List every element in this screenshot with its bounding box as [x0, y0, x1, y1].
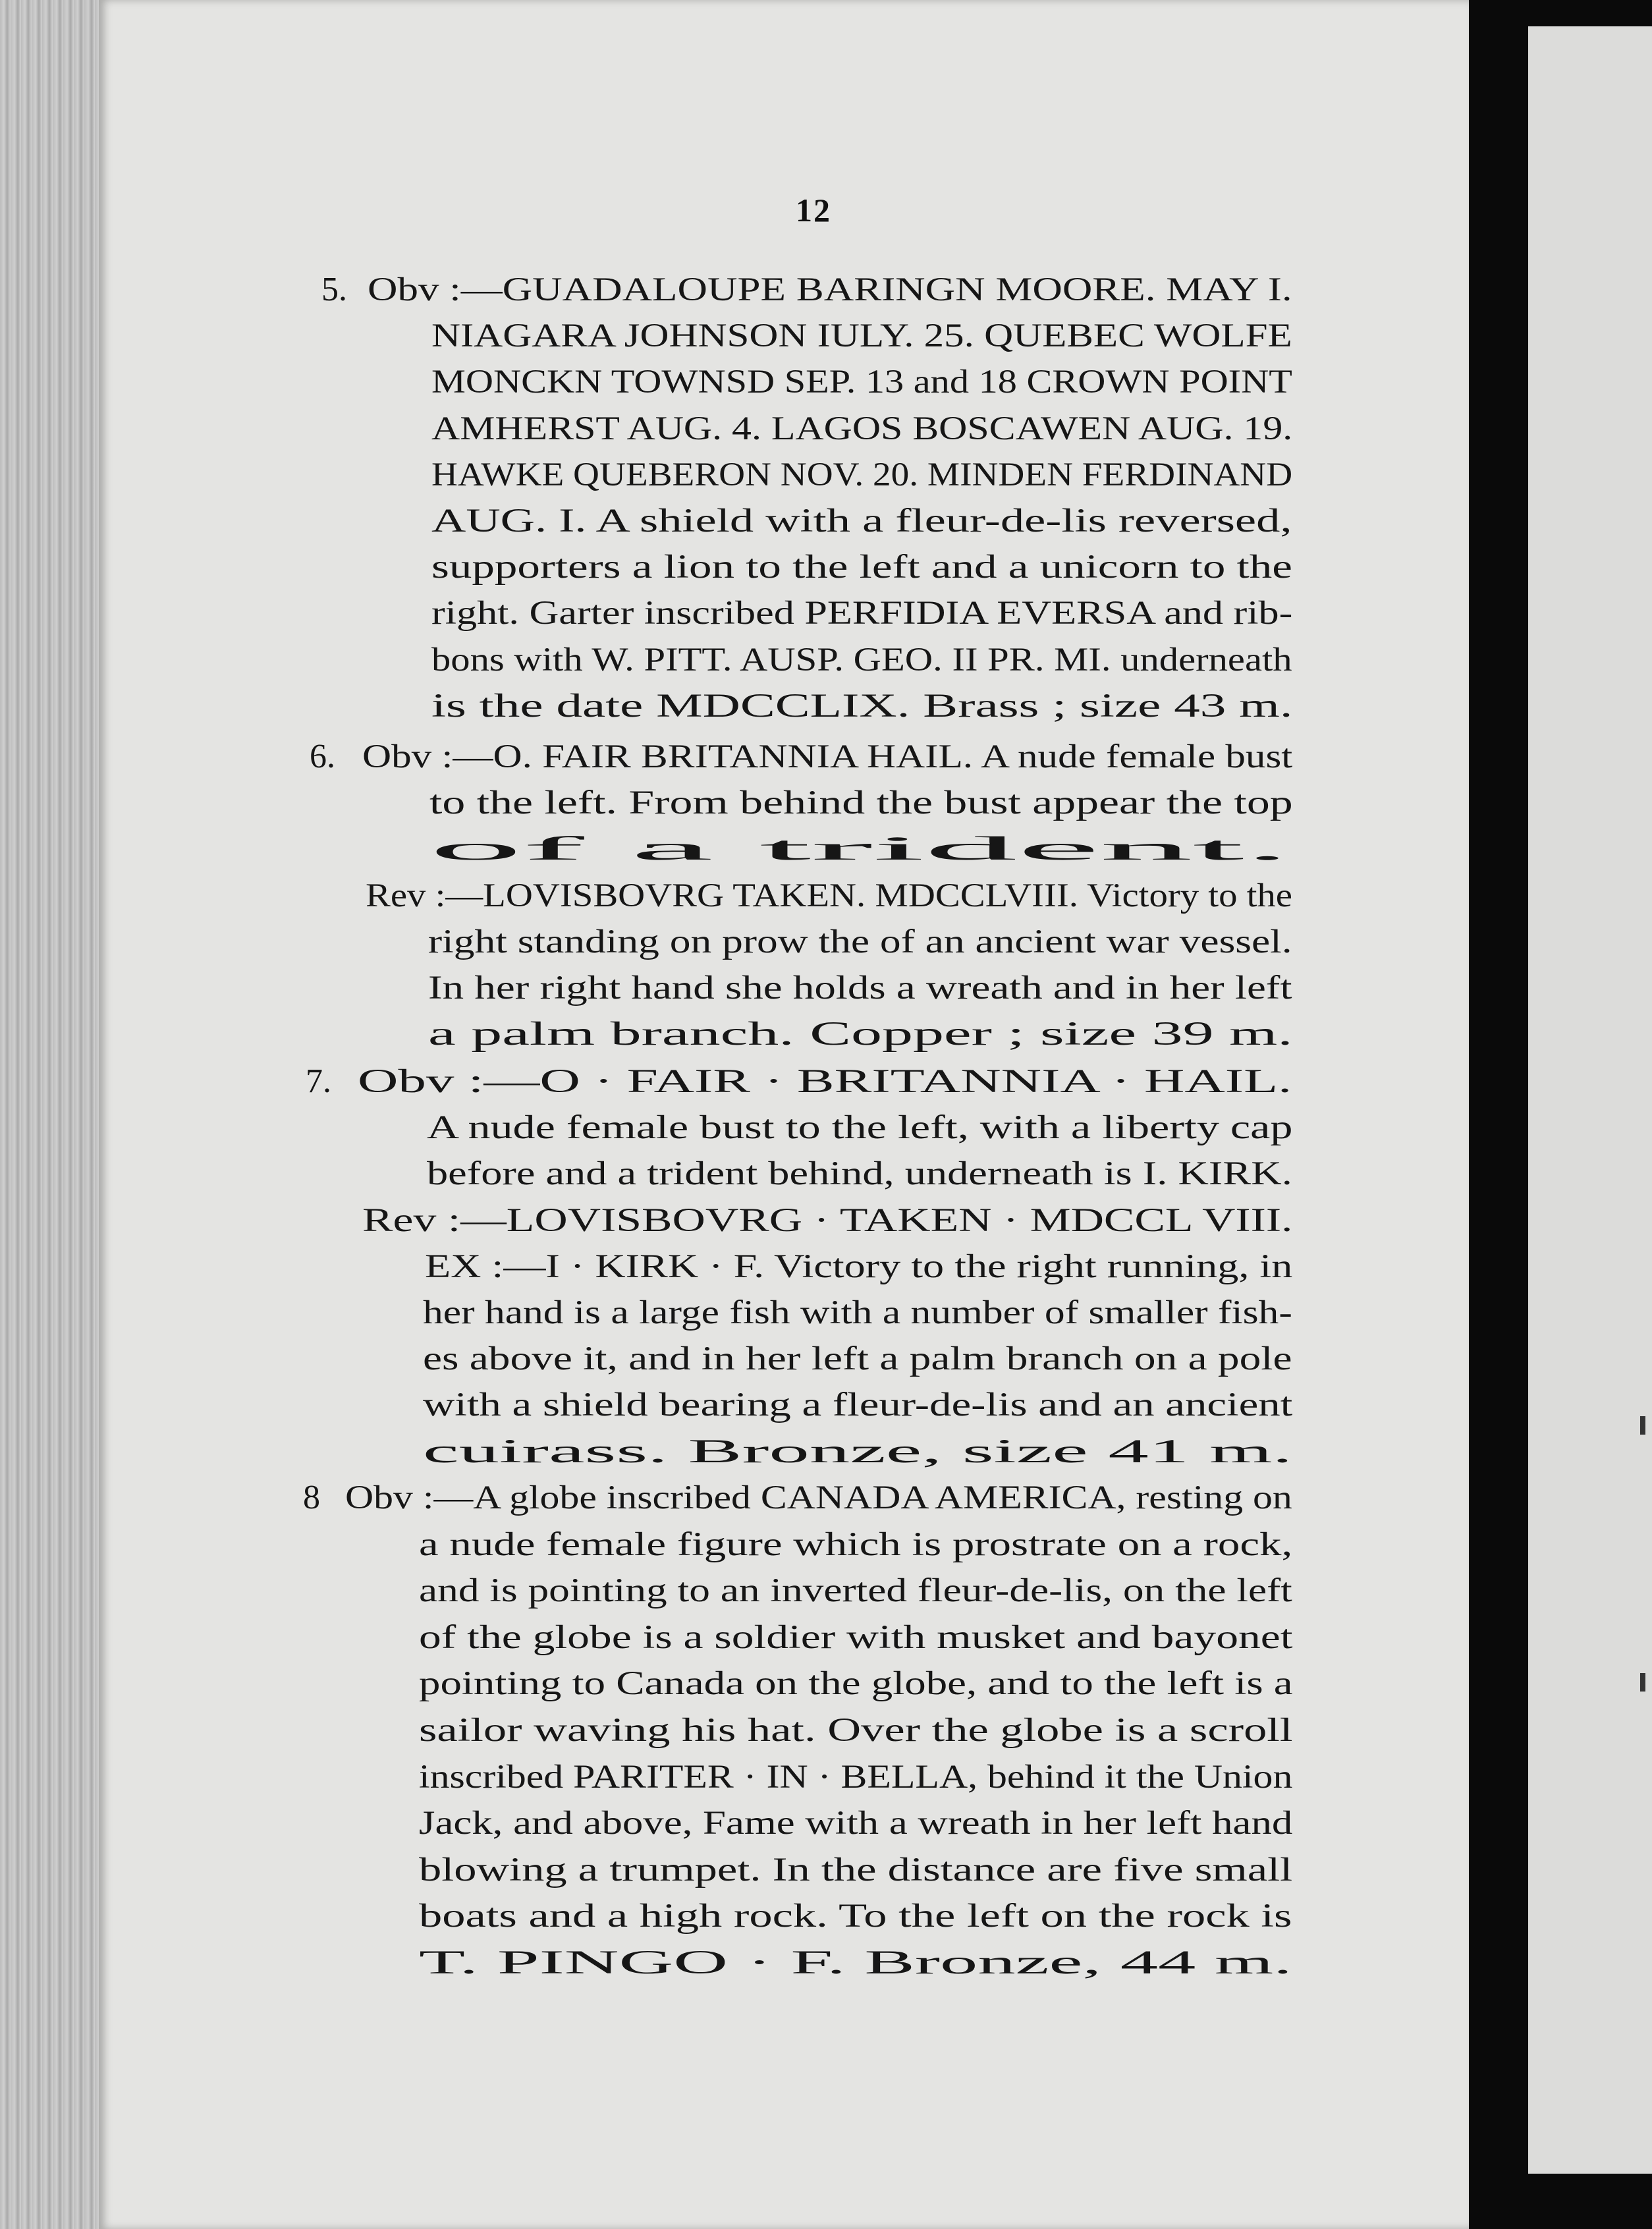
text-line: NIAGARA JOHNSON IULY. 25. QUEBEC WOLFE — [431, 317, 1292, 354]
text-line: her hand is a large fish with a number of smaller fish- — [423, 1294, 1292, 1331]
text-line: Rev :—LOVISBOVRG · TAKEN · MDCCL VIII. — [362, 1202, 1293, 1239]
text-line: cuirass. Bronze, size 41 m. — [423, 1433, 1293, 1470]
opposite-page — [1528, 26, 1652, 2174]
text-line: supporters a lion to the left and a unicorn to the — [431, 549, 1292, 586]
text-line: EX :—I · KIRK · F. Victory to the right running, in — [425, 1248, 1293, 1285]
text-line: a palm branch. Copper ; size 39 m. — [428, 1016, 1293, 1053]
text-line: of the globe is a soldier with musket and bayonet — [419, 1619, 1293, 1656]
text-line: Rev :—LOVISBOVRG TAKEN. MDCCLVIII. Victory to the — [366, 877, 1293, 914]
page-stack-edge — [0, 0, 105, 2229]
text-line: right standing on prow the of an ancient war vessel. — [428, 923, 1292, 960]
text-line: right. Garter inscribed PERFIDIA EVERSA and rib- — [431, 595, 1293, 632]
text-line: blowing a trumpet. In the distance are five small — [419, 1852, 1293, 1888]
text-line: es above it, and in her left a palm branch on a pole — [423, 1340, 1292, 1377]
text-line: is the date MDCCLIX. Brass ; size 43 m. — [431, 688, 1293, 725]
entry-number: 7. — [306, 1062, 331, 1100]
entry-number: 5. — [321, 271, 347, 308]
text-line: of a trident. — [429, 831, 1291, 867]
text-line: before and a trident behind, underneath is I. KIRK. — [427, 1155, 1292, 1192]
text-line: bons with W. PITT. AUSP. GEO. II PR. MI. underneath — [431, 642, 1292, 678]
text-line: boats and a high rock. To the left on the rock is — [419, 1898, 1292, 1935]
text-line: Jack, and above, Fame with a wreath in her left hand — [419, 1805, 1293, 1842]
text-line: HAWKE QUEBERON NOV. 20. MINDEN FERDINAND — [431, 456, 1293, 493]
text-line: Obv :—O · FAIR · BRITANNIA · HAIL. — [358, 1063, 1292, 1100]
opposite-page-mark — [1640, 1673, 1645, 1692]
text-line: inscribed PARITER · IN · BELLA, behind it the Union — [419, 1759, 1293, 1796]
entry-number: 6. — [310, 738, 335, 775]
text-line: MONCKN TOWNSD SEP. 13 and 18 CROWN POINT — [431, 364, 1292, 400]
entry-number: 8 — [303, 1479, 320, 1516]
text-line: In her right hand she holds a wreath and in her left — [428, 970, 1292, 1006]
text-line: pointing to Canada on the globe, and to the left is a — [419, 1665, 1293, 1702]
text-line: with a shield bearing a fleur-de-lis and an ancient — [423, 1387, 1293, 1423]
text-line: to the left. From behind the bust appear the top — [429, 784, 1293, 821]
text-line: a nude female figure which is prostrate on a rock, — [419, 1526, 1293, 1563]
page-number: 12 — [796, 192, 831, 229]
text-line: A nude female bust to the left, with a liberty cap — [427, 1109, 1293, 1146]
text-line: Obv :—O. FAIR BRITANNIA HAIL. A nude female bust — [362, 738, 1293, 775]
text-line: T. PINGO · F. Bronze, 44 m. — [419, 1944, 1292, 1981]
text-line: Obv :—GUADALOUPE BARINGN MOORE. MAY I. — [368, 271, 1292, 308]
text-line: sailor waving his hat. Over the globe is a scroll — [419, 1712, 1293, 1749]
text-line: and is pointing to an inverted fleur-de-lis, on the left — [419, 1572, 1292, 1609]
text-line: Obv :—A globe inscribed CANADA AMERICA, resting on — [345, 1479, 1292, 1516]
text-line: AMHERST AUG. 4. LAGOS BOSCAWEN AUG. 19. — [431, 410, 1293, 447]
text-line: AUG. I. A shield with a fleur-de-lis reversed, — [431, 503, 1292, 539]
opposite-page-mark — [1640, 1416, 1645, 1435]
